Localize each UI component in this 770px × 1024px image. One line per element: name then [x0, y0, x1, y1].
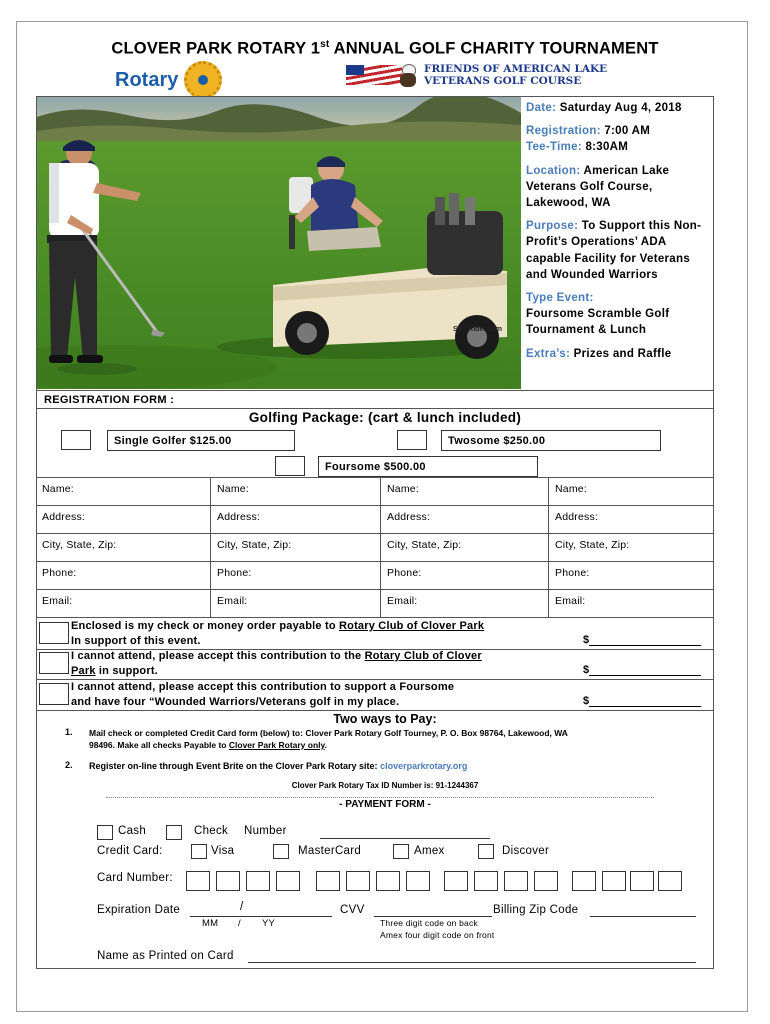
card-digit-box[interactable] — [534, 871, 558, 891]
mm-label: MM — [202, 918, 219, 929]
contribution-text: I cannot attend, please accept this contribution to the Rotary Club of Clover Park in support. — [71, 650, 482, 677]
address-field[interactable]: Address: — [555, 511, 599, 523]
rotary-logo — [115, 60, 222, 100]
card-digit-box[interactable] — [276, 871, 300, 891]
card-digit-box[interactable] — [444, 871, 468, 891]
card-digit-box[interactable] — [406, 871, 430, 891]
friends-logo-text: FRIENDS OF AMERICAN LAKE VETERANS GOLF COURSE — [424, 63, 608, 87]
website-link[interactable]: cloverparkrotary.org — [380, 761, 468, 771]
tax-id-text: Clover Park Rotary Tax ID Number is: 91-1244367 — [291, 781, 479, 790]
visa-label: Visa — [211, 845, 235, 857]
city-state-zip-field[interactable]: City, State, Zip: — [555, 539, 630, 551]
email-field[interactable]: Email: — [211, 590, 381, 617]
rotary-logo-text: Rotary — [115, 68, 179, 91]
card-digit-box[interactable] — [246, 871, 270, 891]
foursome-option: Foursome $500.00 — [318, 456, 538, 477]
phone-row — [36, 562, 714, 590]
credit-card-label: Credit Card: — [97, 845, 163, 857]
expiration-field[interactable] — [190, 916, 332, 917]
check-payment-text: Enclosed is my check or money order payable to Rotary Club of Clover Park In support of this event. — [71, 620, 485, 647]
visa-checkbox[interactable] — [191, 844, 207, 859]
teetime-value: 8:30AM — [581, 141, 629, 154]
purpose-label: Purpose: — [526, 220, 579, 233]
card-digit-box[interactable] — [474, 871, 498, 891]
date-slash: / — [238, 918, 241, 929]
phone-field[interactable]: Phone: — [211, 562, 381, 589]
email-row — [36, 590, 714, 618]
name-on-card-field[interactable] — [248, 962, 696, 963]
card-digit-box[interactable] — [316, 871, 340, 891]
extras-label: Extra’s: — [526, 347, 571, 360]
card-digit-box[interactable] — [602, 871, 626, 891]
card-digit-box[interactable] — [376, 871, 400, 891]
foursome-sponsor-amount-field[interactable]: $ — [583, 695, 703, 707]
email-field[interactable]: Email: — [36, 590, 211, 617]
two-ways-title: Two ways to Pay: — [333, 712, 437, 726]
foursome-sponsor-text: I cannot attend, please accept this contribution to support a Foursome and have four “Wounded Warriors/Veterans golf in my place. — [71, 681, 455, 708]
option-divider — [36, 710, 714, 711]
address-field[interactable]: Address: — [381, 506, 549, 533]
location-label: Location: — [526, 164, 581, 177]
card-digit-box[interactable] — [658, 871, 682, 891]
card-digit-box[interactable] — [346, 871, 370, 891]
cart-brand-text: SoloRider.com — [453, 326, 503, 333]
city-state-zip-field[interactable]: City, State, Zip: — [381, 534, 549, 561]
expiration-label: Expiration Date — [97, 904, 181, 916]
cvv-field[interactable] — [374, 916, 492, 917]
city-state-zip-field[interactable]: City, State, Zip: — [211, 534, 381, 561]
purpose-value: To Support this Non-Profit’s Operations’ ADA capable Facility for Veterans and Wounded Warriors — [526, 220, 702, 281]
date-label: Date: — [526, 102, 557, 114]
amex-label: Amex — [414, 845, 445, 857]
type-value: Foursome Scramble Golf Tournament & Lunch — [526, 308, 670, 337]
address-row — [36, 506, 714, 534]
phone-field[interactable]: Phone: — [36, 562, 211, 589]
golfer-info-grid — [36, 477, 714, 618]
cvv-note-front: Amex four digit code on front — [380, 930, 495, 940]
mastercard-label: MasterCard — [298, 845, 362, 857]
foursome-sponsor-checkbox[interactable] — [39, 683, 69, 705]
city-state-zip-row — [36, 534, 714, 562]
dotted-separator — [106, 797, 654, 798]
foursome-checkbox[interactable] — [275, 456, 305, 476]
city-state-zip-field[interactable]: City, State, Zip: — [36, 534, 211, 561]
page-title: CLOVER PARK ROTARY 1st ANNUAL GOLF CHARITY TOURNAMENT — [111, 39, 659, 58]
way-2-text: Register on-line through Event Brite on the Clover Park Rotary site: cloverparkrotary.org — [89, 761, 468, 771]
location-value: American Lake Veterans Golf Course, Lakewood, WA — [526, 164, 670, 210]
friends-logo — [346, 62, 607, 88]
name-field[interactable]: Name: — [36, 478, 211, 505]
way-2-number: 2. — [65, 760, 73, 770]
name-field[interactable]: Name: — [381, 478, 549, 505]
card-digit-box[interactable] — [216, 871, 240, 891]
extras-value: Prizes and Raffle — [570, 347, 672, 360]
billing-zip-field[interactable] — [590, 916, 696, 917]
address-field[interactable]: Address: — [211, 506, 381, 533]
package-title: Golfing Package: (cart & lunch included) — [248, 410, 522, 425]
registration-value: 7:00 AM — [600, 125, 651, 138]
yy-label: YY — [262, 918, 276, 929]
flag-icon — [346, 65, 402, 85]
phone-field[interactable]: Phone: — [381, 562, 549, 589]
email-field[interactable]: Email: — [381, 590, 549, 617]
billing-zip-label: Billing Zip Code — [493, 904, 579, 916]
check-number-field[interactable] — [320, 838, 490, 839]
registration-label: Registration: — [526, 125, 601, 138]
name-row — [36, 478, 714, 506]
type-label: Type Event: — [526, 292, 594, 305]
card-digit-box[interactable] — [630, 871, 654, 891]
amex-checkbox[interactable] — [393, 844, 409, 859]
discover-checkbox[interactable] — [478, 844, 494, 859]
discover-label: Discover — [502, 845, 550, 857]
eagle-icon — [398, 62, 420, 88]
registration-form-label: REGISTRATION FORM : — [36, 390, 714, 409]
payment-form-title: - PAYMENT FORM - — [339, 799, 431, 810]
rotary-wheel-icon — [184, 61, 222, 99]
teetime-label: Tee-Time: — [526, 141, 582, 154]
check-payment-checkbox[interactable] — [39, 622, 69, 644]
twosome-checkbox[interactable] — [397, 430, 427, 450]
check-label: Check — [194, 825, 229, 837]
way-1-number: 1. — [65, 727, 73, 737]
check-amount-field[interactable]: $ — [583, 634, 703, 646]
cash-checkbox[interactable] — [97, 825, 113, 840]
card-number-label: Card Number: — [97, 872, 173, 884]
contribution-checkbox[interactable] — [39, 652, 69, 674]
card-digit-box[interactable] — [186, 871, 210, 891]
cvv-label: CVV — [340, 904, 365, 916]
card-digit-box[interactable] — [504, 871, 528, 891]
contribution-amount-field[interactable]: $ — [583, 664, 703, 676]
card-digit-box[interactable] — [572, 871, 596, 891]
check-checkbox[interactable] — [166, 825, 182, 840]
email-field[interactable]: Email: — [555, 595, 586, 607]
cvv-note-back: Three digit code on back — [380, 918, 478, 928]
mastercard-checkbox[interactable] — [273, 844, 289, 859]
twosome-option: Twosome $250.00 — [441, 430, 661, 451]
way-1-text: Mail check or completed Credit Card form (below) to: Clover Park Rotary Golf Tourney, P. O. Box 98764, Lakewood, WA 98496. Make all checks Payable to Clover Park Rotary only. — [89, 728, 568, 750]
expiration-slash: / — [240, 901, 244, 913]
event-details — [526, 100, 714, 369]
phone-field[interactable]: Phone: — [555, 567, 590, 579]
cash-label: Cash — [118, 825, 147, 837]
single-golfer-option: Single Golfer $125.00 — [107, 430, 295, 451]
single-golfer-checkbox[interactable] — [61, 430, 91, 450]
event-photo — [37, 97, 521, 389]
address-field[interactable]: Address: — [36, 506, 211, 533]
date-value: Saturday Aug 4, 2018 — [556, 102, 682, 114]
check-number-label: Number — [244, 825, 287, 837]
name-field[interactable]: Name: — [211, 478, 381, 505]
name-on-card-label: Name as Printed on Card — [97, 950, 234, 962]
name-field[interactable]: Name: — [555, 483, 587, 495]
